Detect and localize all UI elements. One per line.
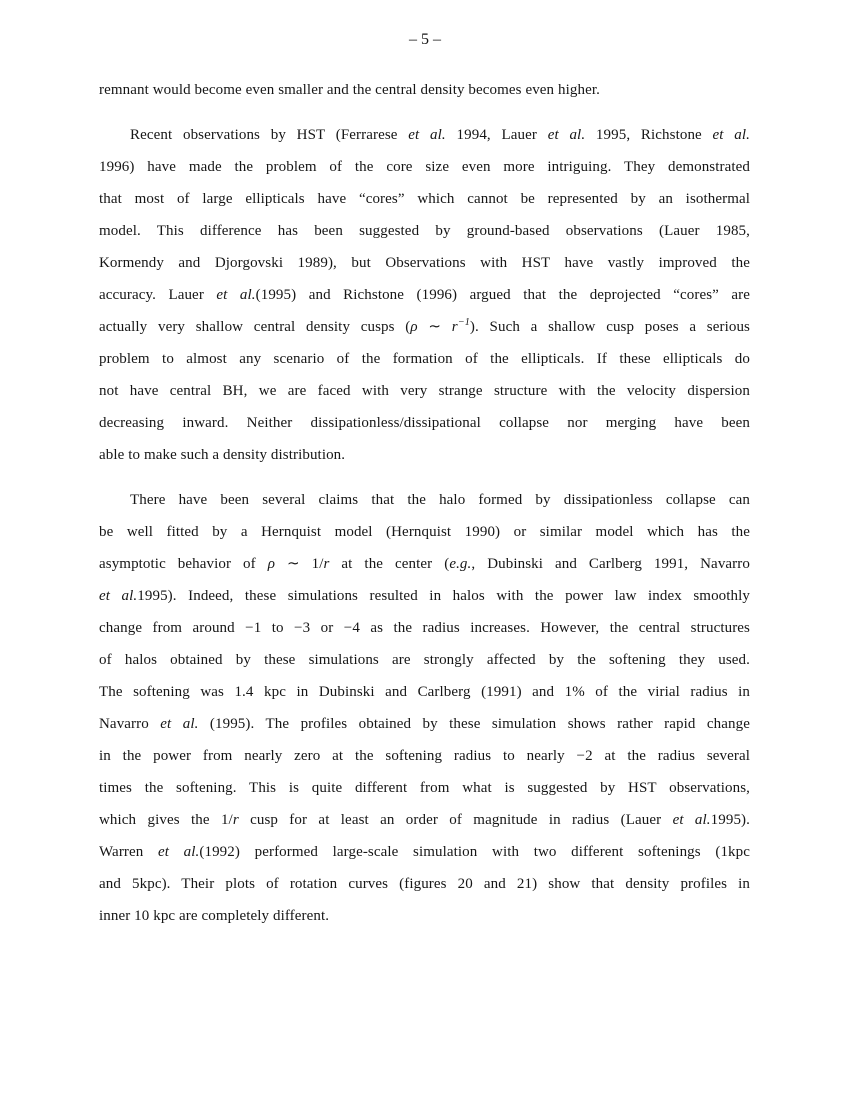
document-body: [99, 74, 750, 945]
text-line: [99, 343, 750, 375]
plain-text: that most of large ellipticals have “cores” which cannot be represented by an isothermal: [99, 191, 750, 207]
plain-text: 1995).: [710, 812, 750, 828]
italic-text: et al.: [547, 127, 586, 143]
italic-text: et al.: [712, 127, 751, 143]
text-line: [99, 247, 750, 279]
italic-text: et al.: [672, 812, 711, 828]
plain-text: remnant would become even smaller and the central density becomes even higher.: [99, 82, 600, 98]
text-line: [99, 676, 750, 708]
text-line: [99, 407, 750, 439]
plain-text: There have been several claims that the halo formed by dissipationless collapse can: [130, 492, 750, 508]
italic-text: et al.: [408, 127, 446, 143]
superscript-text: −1: [457, 317, 470, 328]
text-line: [99, 215, 750, 247]
italic-text: r: [232, 812, 239, 828]
plain-text: Recent observations by HST (Ferrarese: [130, 127, 409, 143]
plain-text: accuracy. Lauer: [99, 287, 217, 303]
text-line: [99, 868, 750, 900]
plain-text: able to make such a density distribution.: [99, 447, 346, 463]
plain-text: inner 10 kpc are completely different.: [99, 908, 330, 924]
text-line: [99, 183, 750, 215]
text-line: [99, 612, 750, 644]
text-line: [99, 740, 750, 772]
text-line: [99, 580, 750, 612]
italic-text: et al.: [216, 287, 256, 303]
italic-text: et al.: [158, 844, 200, 860]
plain-text: Navarro: [99, 716, 161, 732]
italic-text: e.g.: [449, 556, 472, 572]
plain-text: of halos obtained by these simulations are strongly affected by the softening they used.: [99, 652, 750, 668]
text-line: [99, 311, 750, 343]
text-line: [99, 516, 750, 548]
text-line: [99, 900, 750, 932]
plain-text: (1995). The profiles obtained by these simulation shows rather rapid change: [198, 716, 750, 732]
text-line: [99, 836, 750, 868]
plain-text: times the softening. This is quite different from what is suggested by HST observations,: [99, 780, 750, 796]
plain-text: 1995). Indeed, these simulations resulted in halos with the power law index smoothly: [137, 588, 751, 604]
plain-text: be well fitted by a Hernquist model (Hernquist 1990) or similar model which has the: [99, 524, 750, 540]
text-line: [99, 804, 750, 836]
plain-text: in the power from nearly zero at the softening radius to nearly −2 at the radius several: [99, 748, 750, 764]
plain-text: at the center (: [329, 556, 450, 572]
plain-text: 1995, Richstone: [585, 127, 713, 143]
plain-text: , Dubinski and Carlberg 1991, Navarro: [471, 556, 750, 572]
plain-text: Warren: [99, 844, 158, 860]
text-line: [99, 708, 750, 740]
plain-text: model. This difference has been suggested by ground-based observations (Lauer 1985,: [99, 223, 750, 239]
text-line: [99, 439, 750, 471]
plain-text: ). Such a shallow cusp poses a serious: [469, 319, 750, 335]
text-line: [99, 484, 750, 516]
text-line: [99, 151, 750, 183]
text-line: [99, 548, 750, 580]
text-line: [99, 279, 750, 311]
plain-text: asymptotic behavior of: [99, 556, 268, 572]
plain-text: 1996) have made the problem of the core size even more intriguing. They demonstrated: [99, 159, 750, 175]
page-number-header: – 5 –: [409, 31, 441, 48]
text-line: [99, 772, 750, 804]
plain-text: The softening was 1.4 kpc in Dubinski and Carlberg (1991) and 1% of the virial radius in: [99, 684, 750, 700]
italic-text: ρ: [410, 319, 418, 335]
paragraph: [99, 119, 750, 471]
text-line: [99, 74, 750, 106]
plain-text: (1995) and Richstone (1996) argued that the deprojected “cores” are: [255, 287, 750, 303]
italic-text: et al.: [99, 588, 138, 604]
plain-text: (1992) performed large-scale simulation with two different softenings (1kpc: [199, 844, 750, 860]
plain-text: which gives the 1/: [99, 812, 233, 828]
italic-text: ρ: [267, 556, 276, 572]
plain-text: 1994, Lauer: [445, 127, 548, 143]
text-line: [99, 119, 750, 151]
plain-text: ∼: [417, 319, 452, 335]
text-line: [99, 375, 750, 407]
italic-text: et al.: [160, 716, 199, 732]
paragraph: [99, 74, 750, 106]
plain-text: cusp for at least an order of magnitude in radius (Lauer: [238, 812, 673, 828]
plain-text: actually very shallow central density cusps (: [99, 319, 411, 335]
plain-text: and 5kpc). Their plots of rotation curves (figures 20 and 21) show that density profiles in: [99, 876, 750, 892]
italic-text: r: [323, 556, 330, 572]
plain-text: not have central BH, we are faced with very strange structure with the velocity dispersion: [99, 383, 750, 399]
plain-text: problem to almost any scenario of the formation of the ellipticals. If these ellipticals do: [99, 351, 750, 367]
plain-text: ∼ 1/: [275, 556, 324, 572]
plain-text: Kormendy and Djorgovski 1989), but Observations with HST have vastly improved the: [99, 255, 750, 271]
plain-text: change from around −1 to −3 or −4 as the radius increases. However, the central structures: [99, 620, 750, 636]
italic-text: r: [451, 319, 458, 335]
text-line: [99, 644, 750, 676]
paragraph: [99, 484, 750, 932]
plain-text: decreasing inward. Neither dissipationless/dissipational collapse nor merging have been: [99, 415, 750, 431]
